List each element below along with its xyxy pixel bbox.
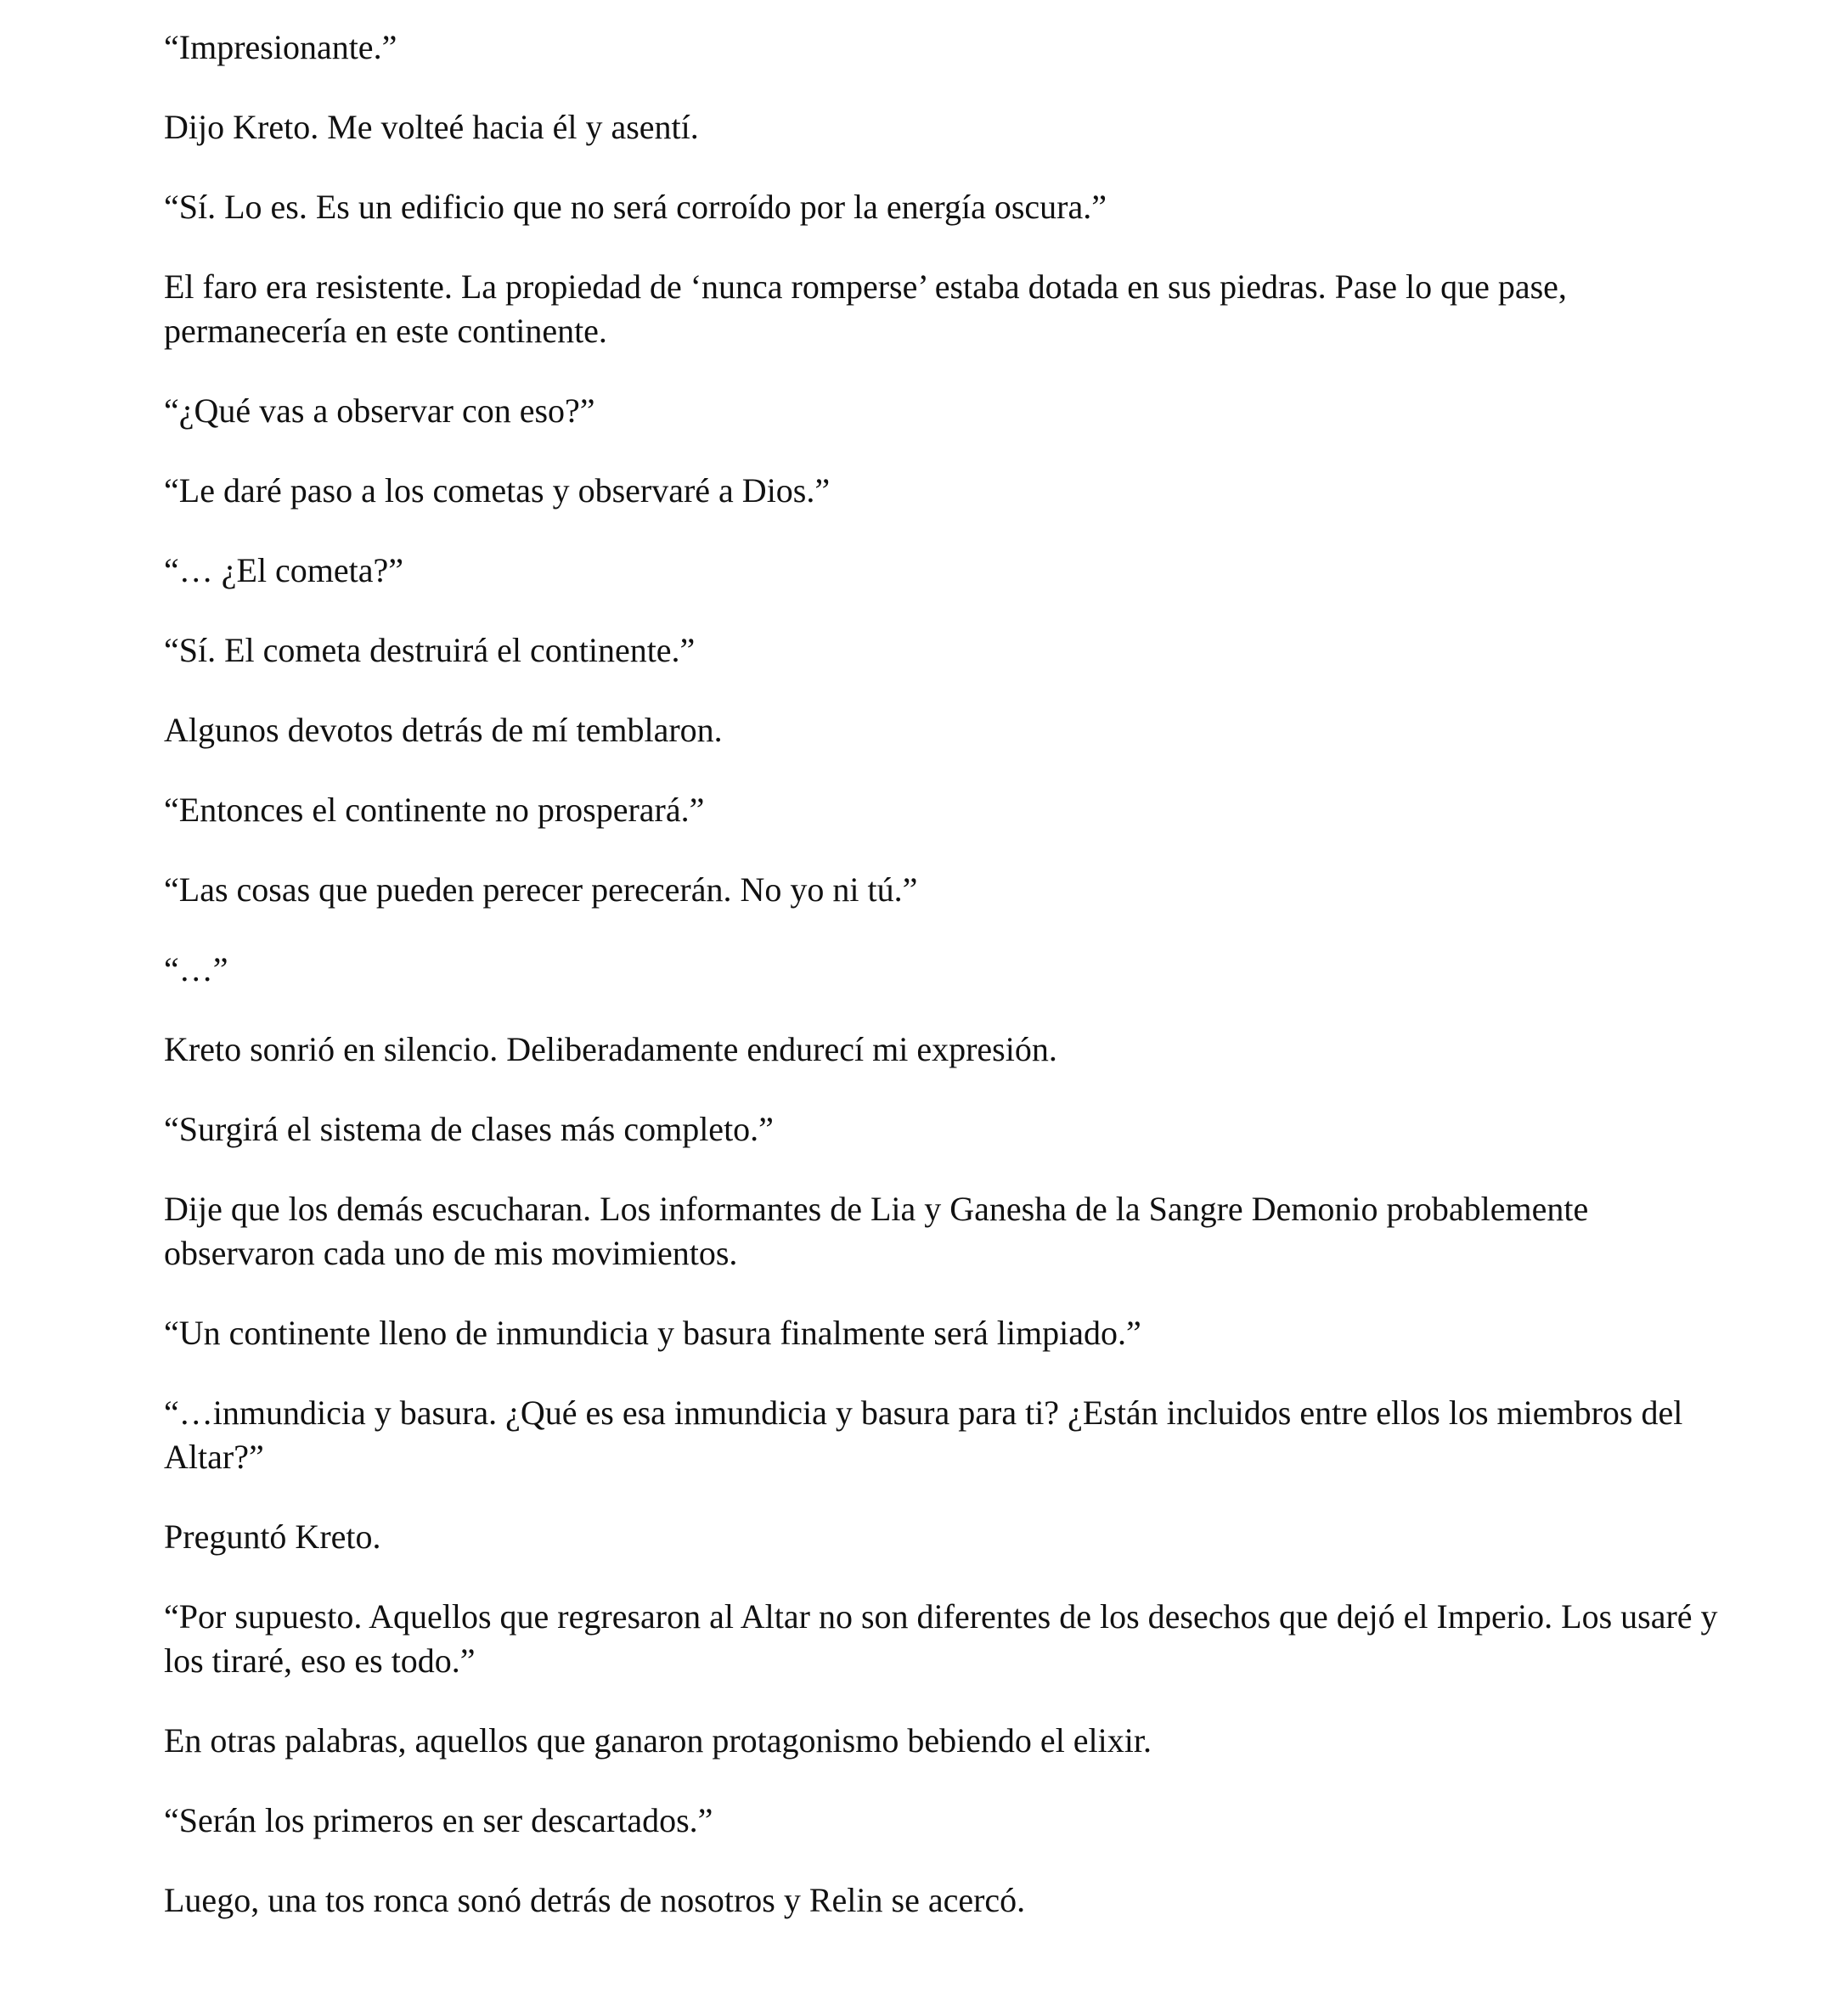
paragraph: “… ¿El cometa?” — [164, 551, 404, 589]
paragraph: “Sí. El cometa destruirá el continente.” — [164, 631, 696, 669]
paragraph: “Las cosas que pueden perecer perecerán. No yo ni tú.” — [164, 870, 918, 909]
paragraph: “Le daré paso a los cometas y observaré a Dios.” — [164, 471, 831, 510]
paragraph: Dijo Kreto. Me volteé hacia él y asentí. — [164, 108, 699, 146]
document-page — [164, 25, 1735, 1958]
paragraph: “…inmundicia y basura. ¿Qué es esa inmundicia y basura para ti? ¿Están incluidos entre ellos los miembros del Altar?” — [164, 1394, 1683, 1476]
paragraph: Kreto sonrió en silencio. Deliberadamente endurecí mi expresión. — [164, 1030, 1057, 1068]
paragraph: “Surgirá el sistema de clases más completo.” — [164, 1110, 774, 1148]
paragraph: “Un continente lleno de inmundicia y basura finalmente será limpiado.” — [164, 1314, 1141, 1352]
paragraph: El faro era resistente. La propiedad de ‘nunca romperse’ estaba dotada en sus piedras. Pase lo que pase, permanecería en este continente. — [164, 267, 1567, 350]
paragraph: En otras palabras, aquellos que ganaron protagonismo bebiendo el elixir. — [164, 1721, 1152, 1760]
paragraph: “Por supuesto. Aquellos que regresaron al Altar no son diferentes de los desechos que dejó el Imperio. Los usaré y los tiraré, eso es todo.” — [164, 1597, 1718, 1680]
paragraph: Luego, una tos ronca sonó detrás de nosotros y Relin se acercó. — [164, 1881, 1026, 1919]
paragraph: “Serán los primeros en ser descartados.” — [164, 1801, 713, 1839]
paragraph: “Entonces el continente no prosperará.” — [164, 791, 705, 829]
paragraph: Algunos devotos detrás de mí temblaron. — [164, 711, 723, 749]
paragraph: Preguntó Kreto. — [164, 1518, 381, 1556]
paragraph: “Sí. Lo es. Es un edificio que no será corroído por la energía oscura.” — [164, 188, 1107, 226]
paragraph: “Impresionante.” — [164, 28, 397, 66]
paragraph: “…” — [164, 950, 228, 988]
paragraph: Dije que los demás escucharan. Los informantes de Lia y Ganesha de la Sangre Demonio probablemente observaron cada uno de mis movimientos. — [164, 1190, 1589, 1272]
paragraph: “¿Qué vas a observar con eso?” — [164, 391, 595, 430]
